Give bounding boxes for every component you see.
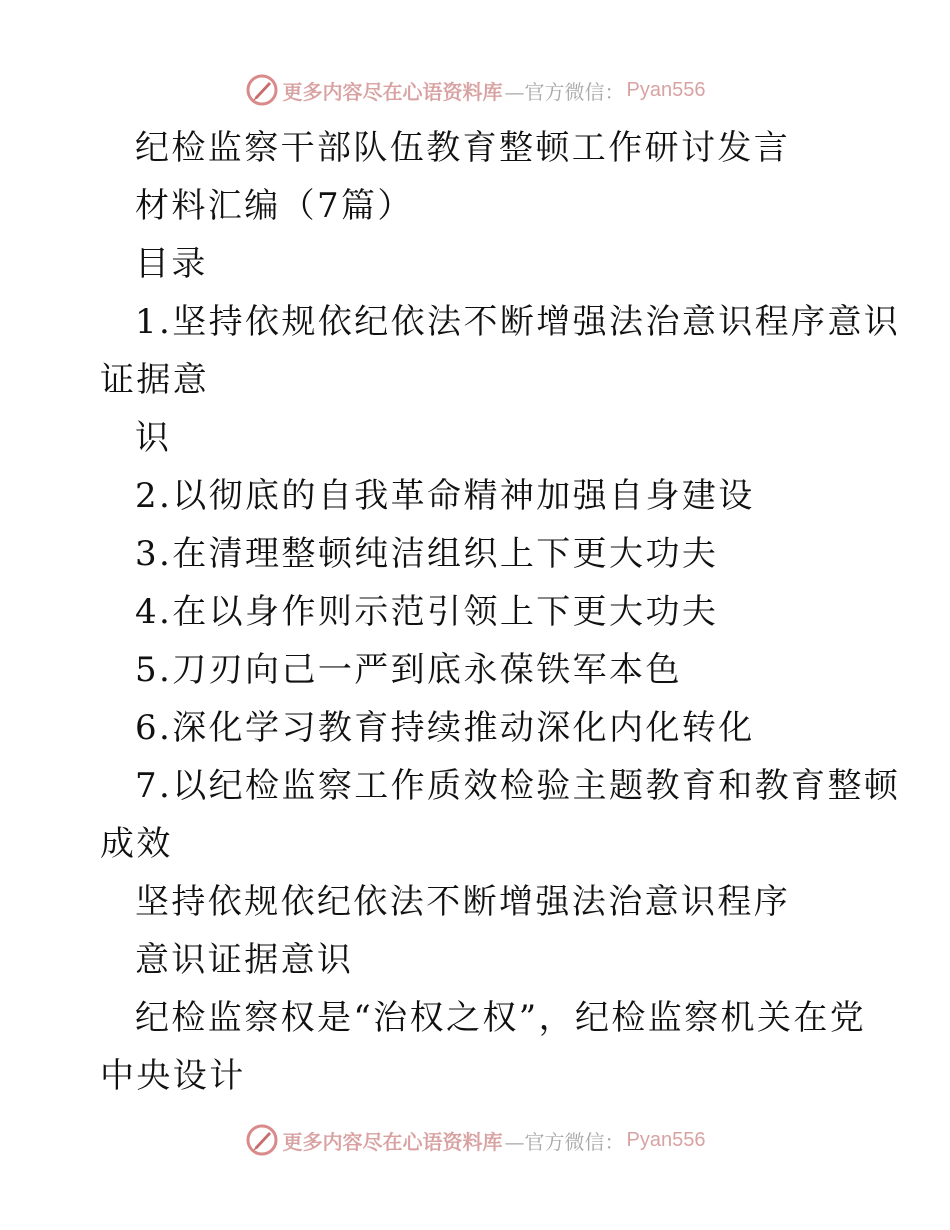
toc-heading: 目录 bbox=[135, 244, 208, 284]
header-watermark-banner bbox=[0, 70, 950, 110]
toc-item-3: 3.在清理整顿纯洁组织上下更大功夫 bbox=[135, 534, 719, 574]
quill-pen-circle-icon bbox=[245, 73, 279, 107]
watermark-site-text: 更多内容尽在心语资料库 bbox=[282, 79, 503, 104]
toc-item-1-line-2: 证据意 bbox=[100, 360, 210, 400]
section-heading-line-1: 坚持依规依纪依法不断增强法治意识程序 bbox=[135, 882, 791, 922]
quill-pen-circle-icon bbox=[245, 1123, 279, 1157]
toc-item-7-line-2: 成效 bbox=[100, 824, 173, 864]
toc-item-1-line-1: 1.坚持依规依纪依法不断增强法治意识程序意识 bbox=[135, 302, 901, 342]
watermark-wechat-id: Pyan556 bbox=[626, 78, 706, 101]
body-paragraph-line-1: 纪检监察权是“治权之权”，纪检监察机关在党 bbox=[135, 998, 867, 1038]
toc-item-5: 5.刀刃向己一严到底永葆铁军本色 bbox=[135, 650, 682, 690]
body-paragraph-line-2: 中央设计 bbox=[100, 1056, 246, 1096]
toc-item-2: 2.以彻底的自我革命精神加强自身建设 bbox=[135, 476, 755, 516]
toc-item-4: 4.在以身作则示范引领上下更大功夫 bbox=[135, 592, 719, 632]
document-title-line-1: 纪检监察干部队伍教育整顿工作研讨发言 bbox=[135, 128, 791, 168]
watermark-separator-text: —官方微信： bbox=[504, 79, 625, 104]
footer-watermark-banner bbox=[0, 1120, 950, 1160]
watermark-wechat-id: Pyan556 bbox=[626, 1128, 706, 1151]
toc-item-6: 6.深化学习教育持续推动深化内化转化 bbox=[135, 708, 755, 748]
watermark-site-text: 更多内容尽在心语资料库 bbox=[282, 1129, 503, 1154]
toc-item-1-line-3: 识 bbox=[135, 418, 172, 458]
toc-item-7-line-1: 7.以纪检监察工作质效检验主题教育和教育整顿 bbox=[135, 766, 901, 806]
document-title-line-2: 材料汇编（7篇） bbox=[135, 186, 414, 226]
watermark-separator-text: —官方微信： bbox=[504, 1129, 625, 1154]
section-heading-line-2: 意识证据意识 bbox=[135, 940, 354, 980]
